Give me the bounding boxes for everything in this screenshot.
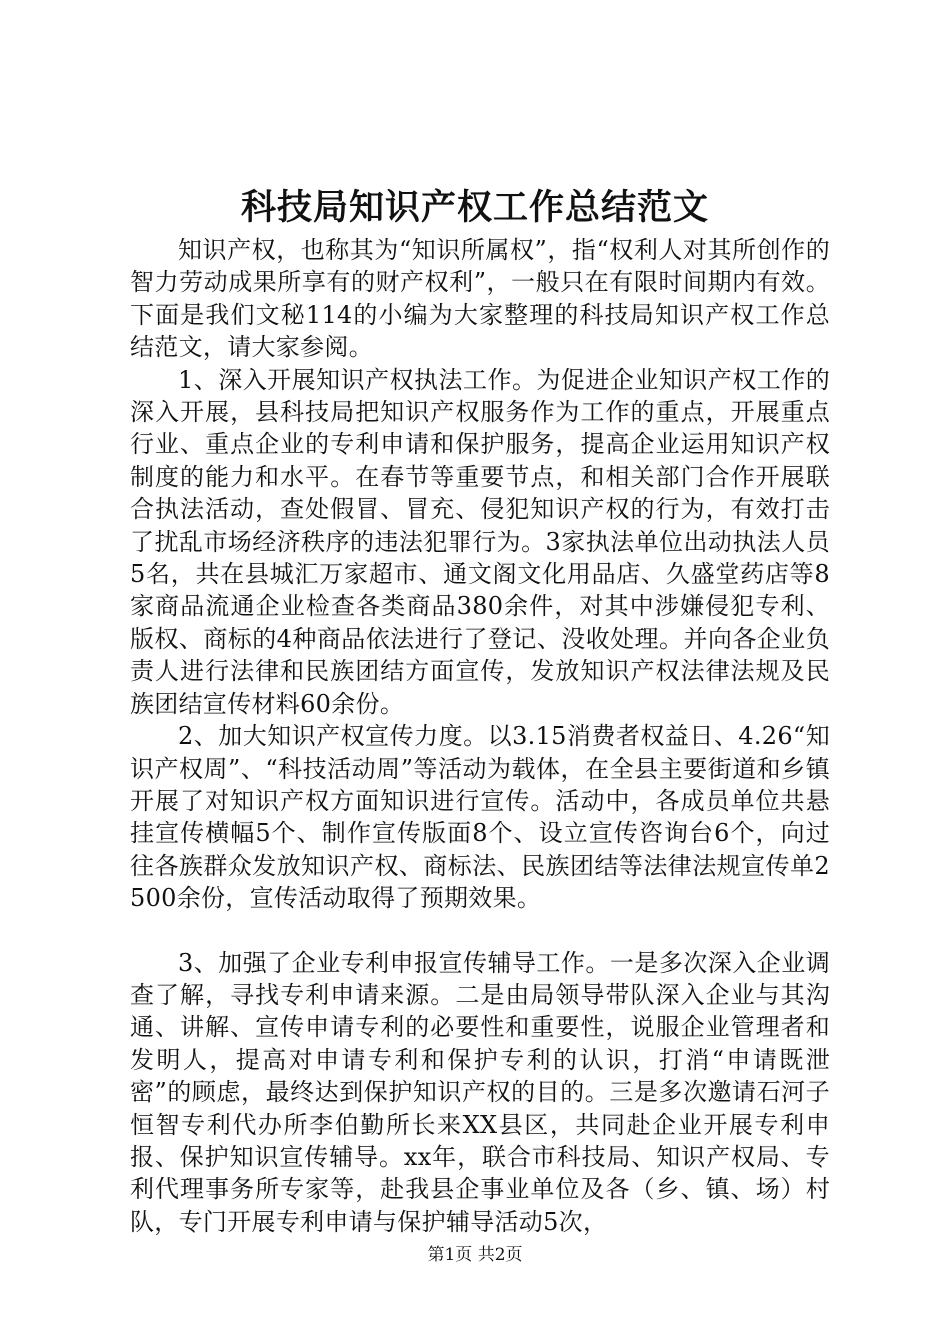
page-footer: 第1页 共2页 xyxy=(427,1245,523,1265)
document-body xyxy=(130,234,830,1238)
document-title: 科技局知识产权工作总结范文 xyxy=(240,187,709,228)
intro-paragraph: 知识产权，也称其为“知识所属权”，指“权利人对其所创作的智力劳动成果所享有的财产权利”，一般只在有限时间期内有效。下面是我们文秘114的小编为大家整理的科技局知识产权工作总结范文，请大家参阅。 xyxy=(130,236,830,362)
section-3-paragraph: 3、加强了企业专利申报宣传辅导工作。一是多次深入企业调查了解，寻找专利申请来源。二是由局领导带队深入企业与其沟通、讲解、宣传申请专利的必要性和重要性，说服企业管理者和发明人，提高对申请专利和保护专利的认识，打消“申请既泄密”的顾虑，最终达到保护知识产权的目的。三是多次邀请石河子恒智专利代办所李伯勤所长来XX县区，共同赴企业开展专利申报、保护知识宣传辅导。xx年，联合市科技局、知识产权局、专利代理事务所专家等，赴我县企事业单位及各（乡、镇、场）村队，专门开展专利申请与保护辅导活动5次， xyxy=(130,948,830,1236)
section-1-paragraph: 1、深入开展知识产权执法工作。为促进企业知识产权工作的深入开展，县科技局把知识产权服务作为工作的重点，开展重点行业、重点企业的专利申请和保护服务，提高企业运用知识产权制度的能力和水平。在春节等重要节点，和相关部门合作开展联合执法活动，查处假冒、冒充、侵犯知识产权的行为，有效打击了扰乱市场经济秩序的违法犯罪行为。3家执法单位出动执法人员5名，共在县城汇万家超市、通文阁文化用品店、久盛堂药店等8家商品流通企业检查各类商品380余件，对其中涉嫌侵犯专利、版权、商标的4种商品依法进行了登记、没收处理。并向各企业负责人进行法律和民族团结方面宣传，发放知识产权法律法规及民族团结宣传材料60余份。 xyxy=(130,365,830,718)
section-2-paragraph: 2、加大知识产权宣传力度。以3.15消费者权益日、4.26“知识产权周”、“科技活动周”等活动为载体，在全县主要街道和乡镇开展了对知识产权方面知识进行宣传。活动中，各成员单位共悬挂宣传横幅5个、制作宣传版面8个、设立宣传咨询台6个，向过往各族群众发放知识产权、商标法、民族团结等法律法规宣传单2500余份，宣传活动取得了预期效果。 xyxy=(130,722,830,913)
